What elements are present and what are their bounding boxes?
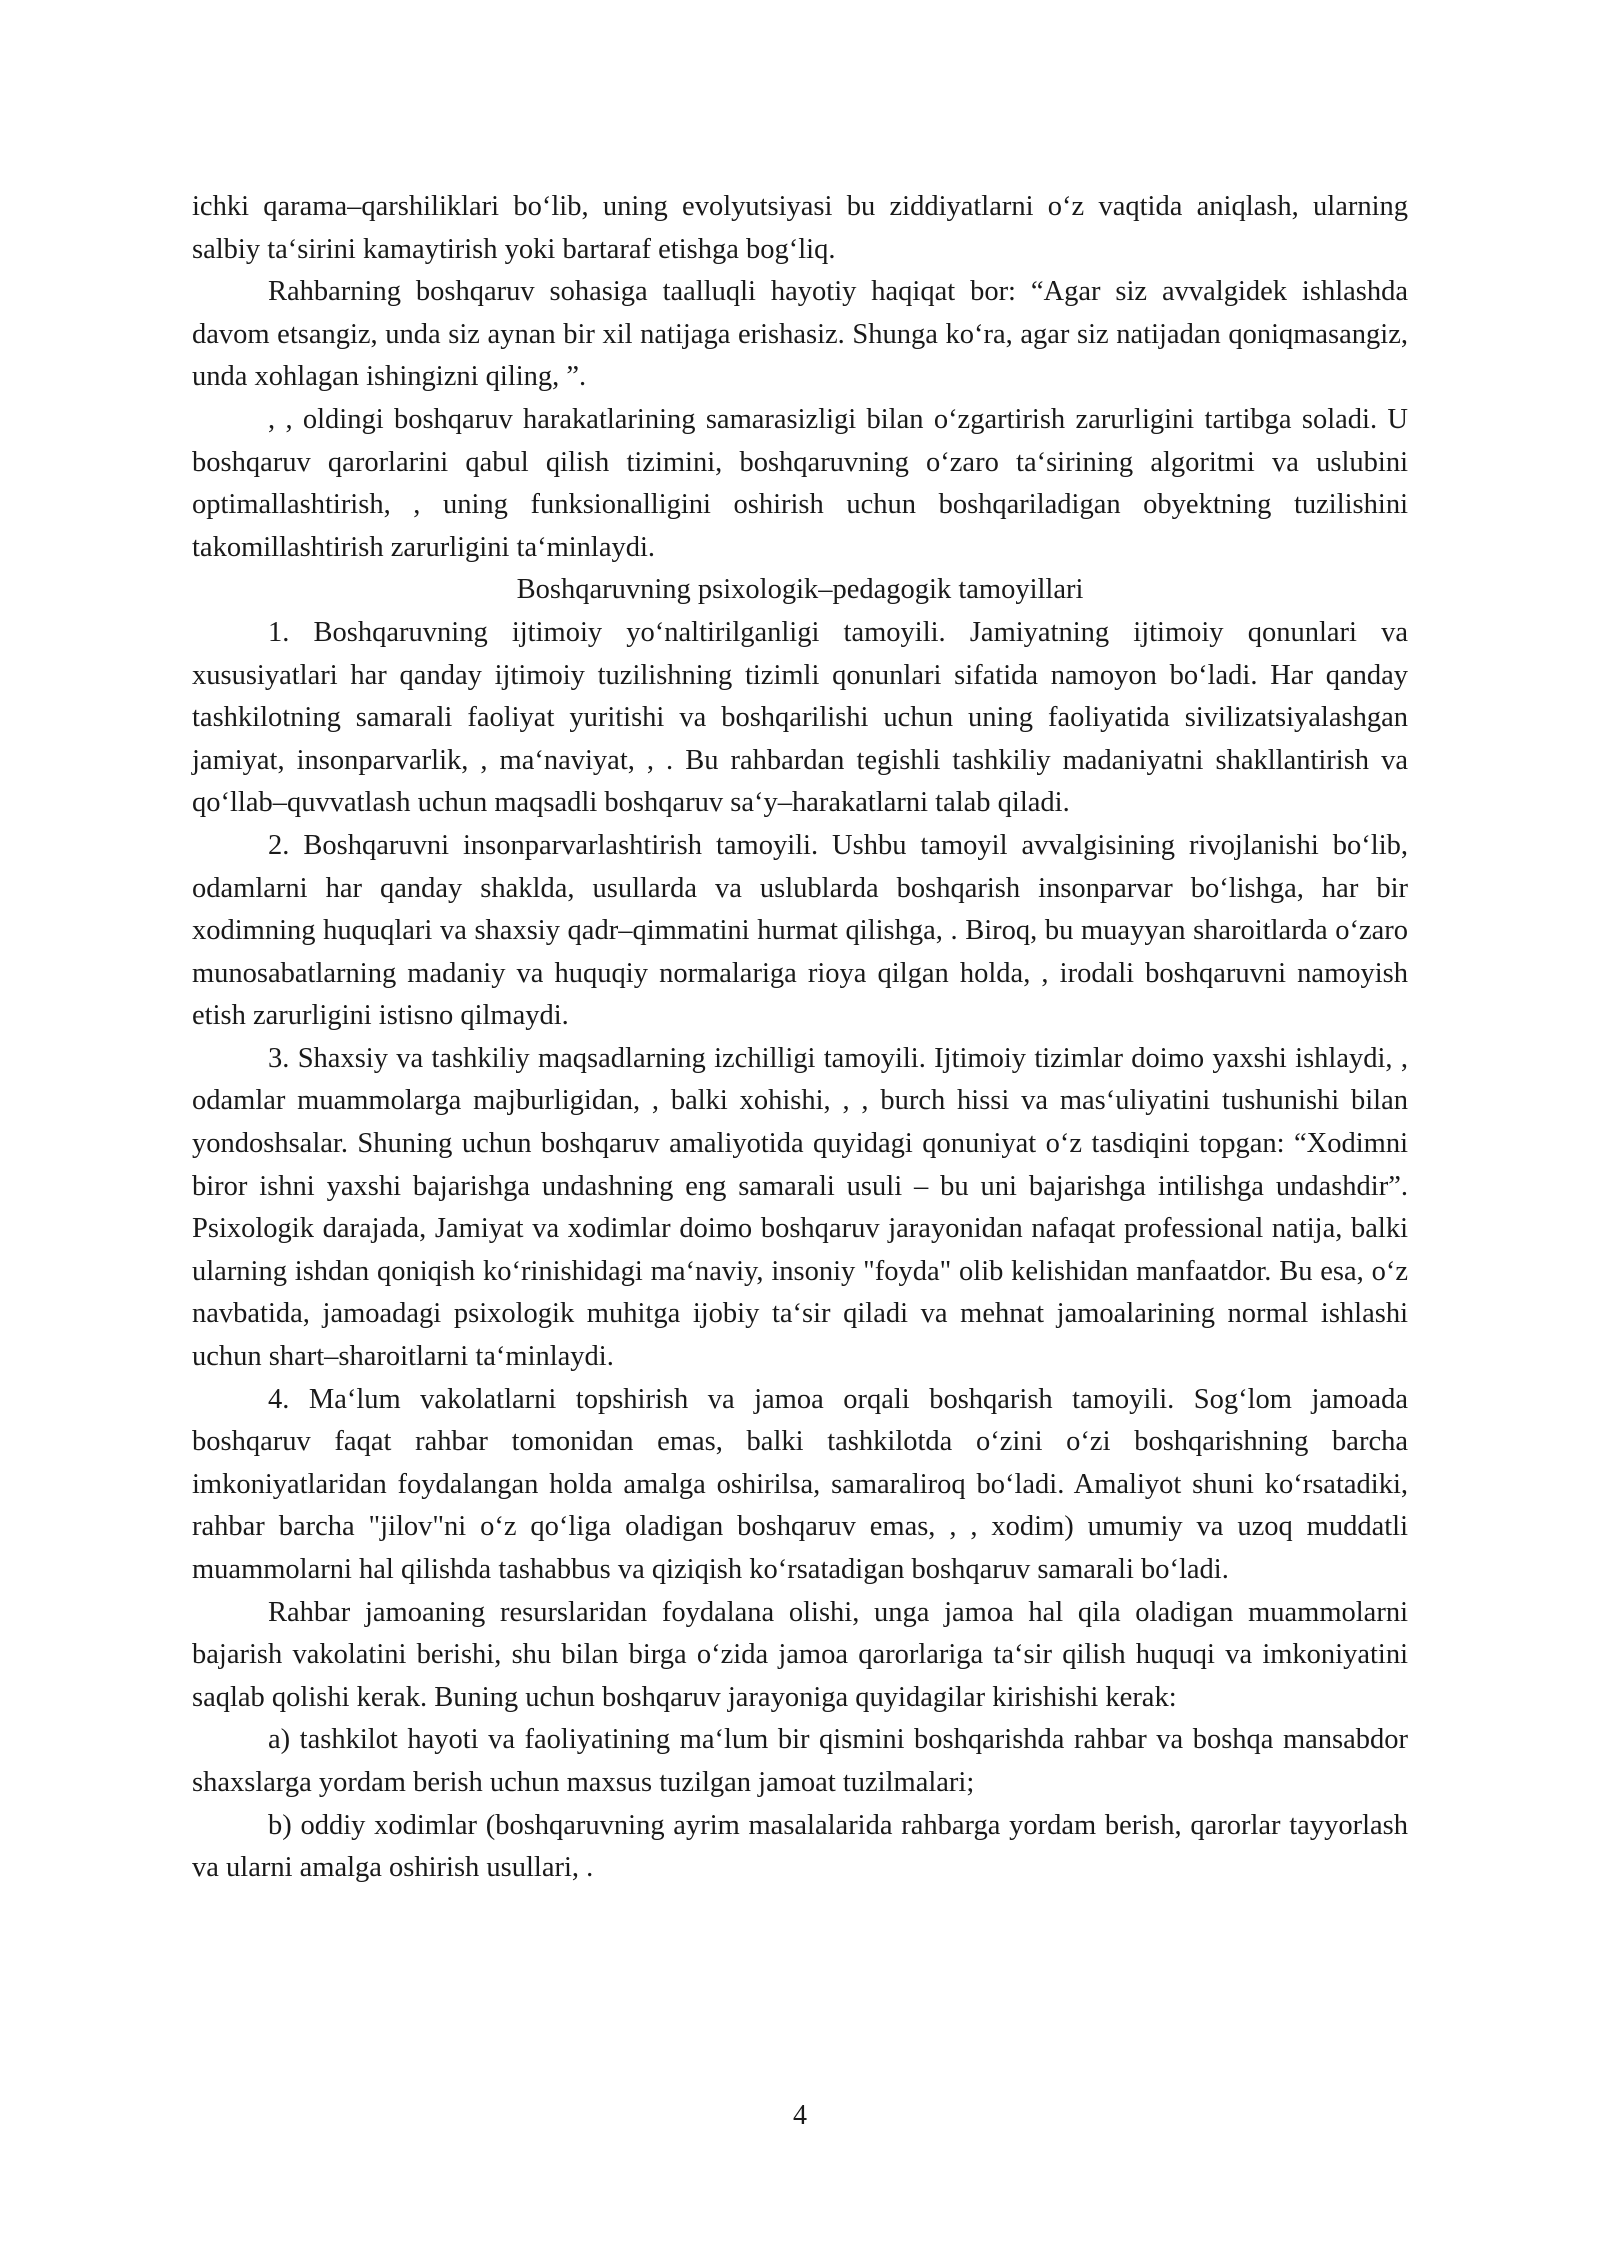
paragraph-change: , , oldingi boshqaruv harakatlarining samarasizligi bilan o‘zgartirish zarurligini tartibga soladi. U boshqaruv qarorlarini qabul qilish tizimini, boshqaruvning o‘zaro ta‘sirining algoritmi va uslubini optimallashtirish, , uning funksionalligini oshirish uchun boshqariladigan obyektning tuzilishini takomillashtirish zarurligini ta‘minlaydi. [192,403,1408,563]
paragraph-continuation: ichki qarama–qarshiliklari bo‘lib, uning evolyutsiyasi bu ziddiyatlarni o‘z vaqtida aniqlash, ularning salbiy ta‘sirini kamaytirish yoki bartaraf etishga bog‘liq. [192,191,1408,265]
page-body [192,186,1408,1890]
principle-3: 3. Shaxsiy va tashkiliy maqsadlarning izchilligi tamoyili. Ijtimoiy tizimlar doimo yaxshi ishlaydi, , odamlar muammolarga majburligidan, , balki xohishi, , , burch hissi va mas‘uliyatini tushunishi bilan yondoshsalar. Shuning uchun boshqaruv amaliyotida quyidagi qonuniyat o‘z tasdiqini topgan: “Xodimni biror ishni yaxshi bajarishga undashning eng samarali usuli – bu uni bajarishga intilishga undashdir”. Psixologik darajada, Jamiyat va xodimlar doimo boshqaruv jarayonidan nafaqat professional natija, balki ularning ishdan qoniqish ko‘rinishidagi ma‘naviy, insoniy "foyda" olib kelishidan manfaatdor. Bu esa, o‘z navbatida, jamoadagi psixologik muhitga ijobiy ta‘sir qiladi va mehnat jamoalarining normal ishlashi uchun shart–sharoitlarni ta‘minlaydi. [192,1042,1408,1373]
page-number: 4 [793,2100,807,2131]
closing-paragraph: Rahbar jamoaning resurslaridan foydalana olishi, unga jamoa hal qila oladigan muammolarni bajarish vakolatini berishi, shu bilan birga o‘zida jamoa qarorlariga ta‘sir qilish huquqi va imkoniyatini saqlab qolishi kerak. Buning uchun boshqaruv jarayoniga quyidagilar kirishishi kerak: [192,1596,1408,1713]
section-heading: Boshqaruvning psixologik–pedagogik tamoyillari [516,574,1084,606]
principle-4: 4. Ma‘lum vakolatlarni topshirish va jamoa orqali boshqarish tamoyili. Sog‘lom jamoada boshqaruv faqat rahbar tomonidan emas, balki tashkilotda o‘zini o‘zi boshqarishning barcha imkoniyatlaridan foydalangan holda amalga oshirilsa, samaraliroq bo‘ladi. Amaliyot shuni ko‘rsatadiki, rahbar barcha "jilov"ni o‘z qo‘liga oladigan boshqaruv emas, , , xodim) umumiy va uzoq muddatli muammolarni hal qilishda tashabbus va qiziqish ko‘rsatadigan boshqaruv samarali bo‘ladi. [192,1383,1408,1585]
list-item-a: a) tashkilot hayoti va faoliyatining ma‘lum bir qismini boshqarishda rahbar va boshqa mansabdor shaxslarga yordam berish uchun maxsus tuzilgan jamoat tuzilmalari; [192,1724,1408,1798]
principle-1: 1. Boshqaruvning ijtimoiy yo‘naltirilganligi tamoyili. Jamiyatning ijtimoiy qonunlari va xususiyatlari har qanday ijtimoiy tuzilishning tizimli qonunlari sifatida namoyon bo‘ladi. Har qanday tashkilotning samarali faoliyat yuritishi va boshqarilishi uchun uning faoliyatida sivilizatsiyalashgan jamiyat, insonparvarlik, , ma‘naviyat, , . Bu rahbardan tegishli tashkiliy madaniyatni shakllantirish va qo‘llab–quvvatlash uchun maqsadli boshqaruv sa‘y–harakatlarni talab qiladi. [192,616,1408,819]
paragraph-quote: Rahbarning boshqaruv sohasiga taalluqli hayotiy haqiqat bor: “Agar siz avvalgidek ishlashda davom etsangiz, unda siz aynan bir xil natijaga erishasiz. Shunga ko‘ra, agar siz natijadan qoniqmasangiz, unda xohlagan ishingizni qiling, ”. [192,276,1408,393]
list-item-b: b) oddiy xodimlar (boshqaruvning ayrim masalalarida rahbarga yordam berish, qarorlar tayyorlash va ularni amalga oshirish usullari, . [192,1809,1408,1884]
principle-2: 2. Boshqaruvni insonparvarlashtirish tamoyili. Ushbu tamoyil avvalgisining rivojlanishi bo‘lib, odamlarni har qanday shaklda, usullarda va uslublarda boshqarish insonparvar bo‘lishga, har bir xodimning huquqlari va shaxsiy qadr–qimmatini hurmat qilishga, . Biroq, bu muayyan sharoitlarda o‘zaro munosabatlarning madaniy va huquqiy normalariga rioya qilgan holda, , irodali boshqaruvni namoyish etish zarurligini istisno qilmaydi. [192,829,1408,1032]
